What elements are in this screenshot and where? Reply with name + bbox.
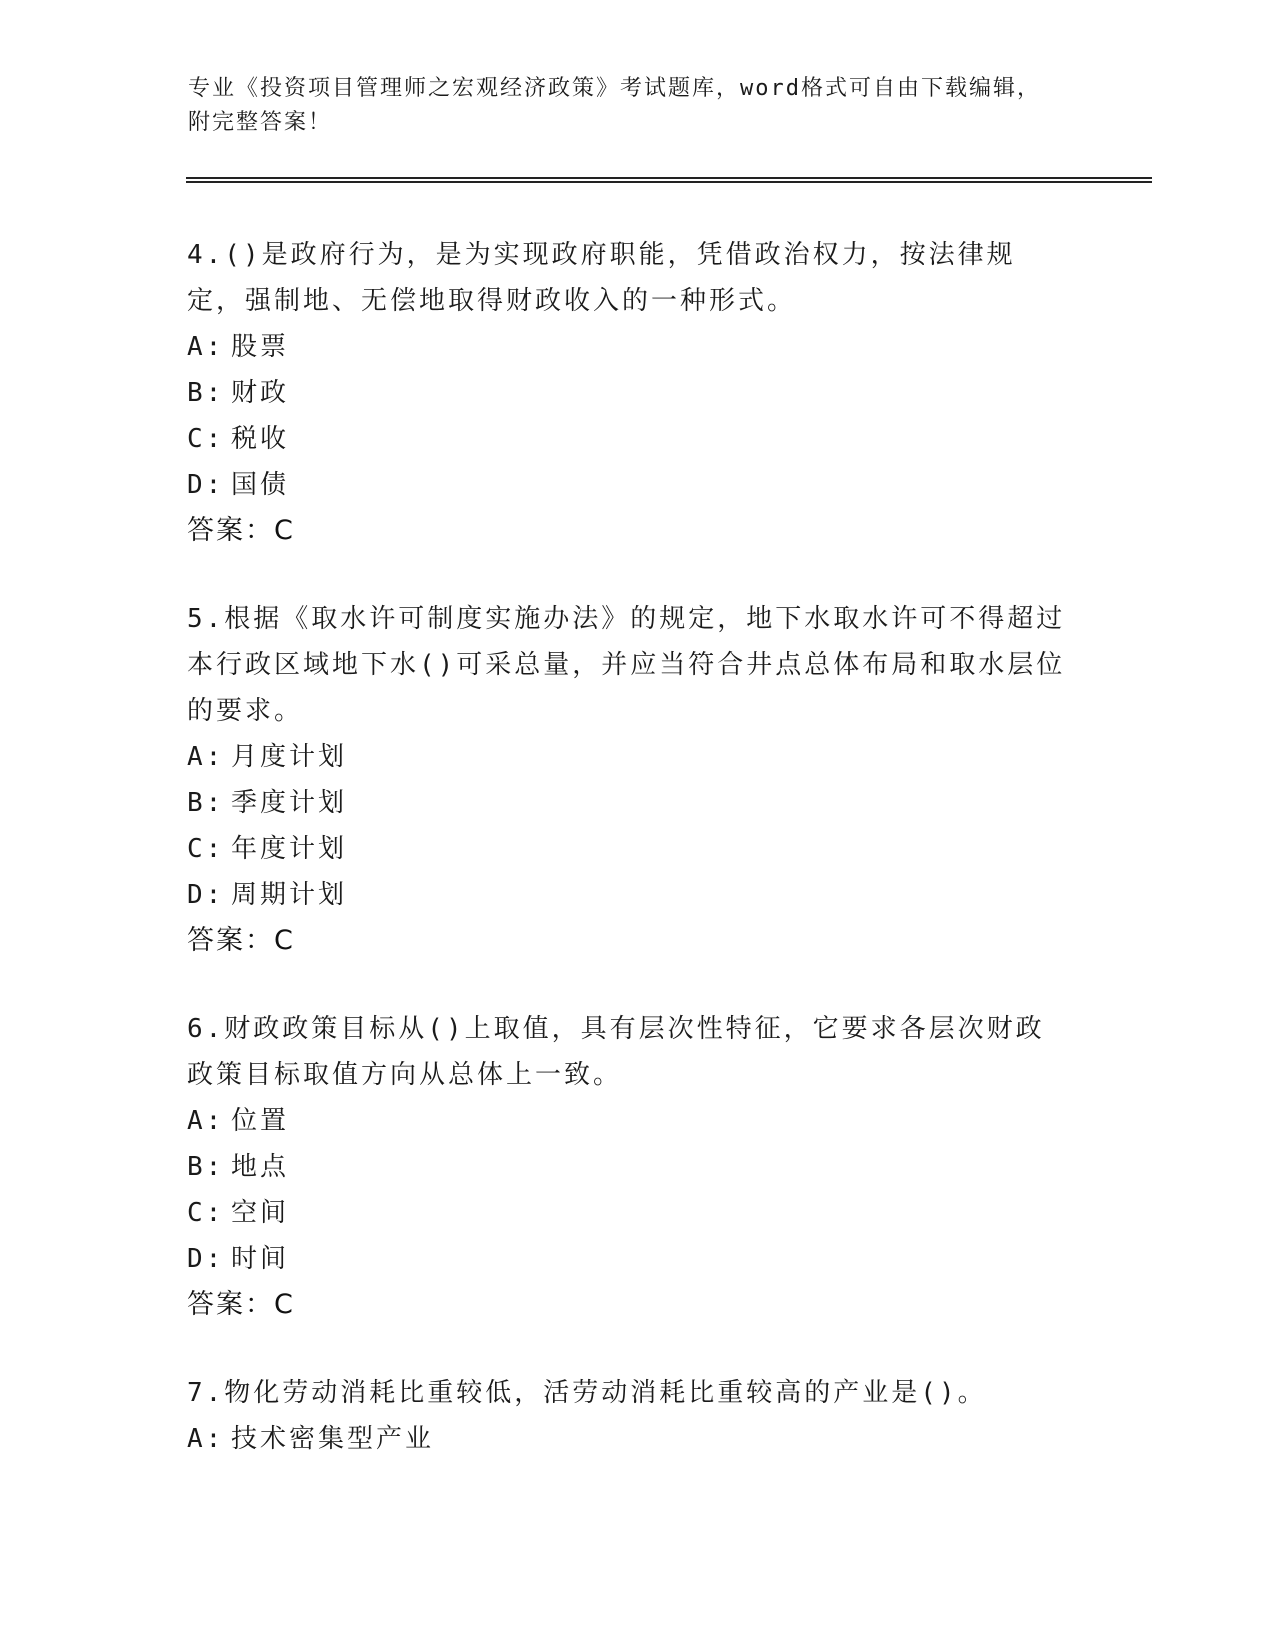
question-text: 7.物化劳动消耗比重较低，活劳动消耗比重较高的产业是()。 — [187, 1378, 987, 1408]
option-key: D: — [187, 880, 225, 910]
option-key: A: — [187, 332, 225, 362]
option-key: D: — [187, 1244, 225, 1274]
option-text: 月度计划 — [231, 742, 348, 772]
question-text: 4.()是政府行为，是为实现政府职能，凭借政治权力，按法律规定，强制地、无偿地取得财政收入的一种形式。 — [187, 240, 1016, 316]
option-b — [187, 780, 1067, 826]
header-divider — [186, 177, 1152, 183]
option-text: 国债 — [231, 470, 290, 500]
option-text: 税收 — [231, 424, 290, 454]
document-header — [188, 72, 1068, 140]
option-a — [187, 734, 1067, 780]
option-text: 时间 — [231, 1244, 290, 1274]
option-key: C: — [187, 1198, 225, 1228]
question-text: 6.财政政策目标从()上取值，具有层次性特征，它要求各层次财政政策目标取值方向从总体上一致。 — [187, 1014, 1045, 1090]
option-key: B: — [187, 788, 225, 818]
question-5 — [187, 596, 1067, 964]
question-list — [187, 232, 1067, 1504]
option-text: 空间 — [231, 1198, 290, 1228]
question-text: 5.根据《取水许可制度实施办法》的规定，地下水取水许可不得超过本行政区域地下水()可采总量，并应当符合井点总体布局和取水层位的要求。 — [187, 604, 1066, 726]
question-7 — [187, 1370, 1067, 1462]
option-key: A: — [187, 742, 225, 772]
option-text: 季度计划 — [231, 788, 348, 818]
option-text: 位置 — [231, 1106, 290, 1136]
question-6 — [187, 1006, 1067, 1328]
option-key: A: — [187, 1424, 225, 1454]
option-c — [187, 416, 1067, 462]
option-d — [187, 462, 1067, 508]
option-b — [187, 370, 1067, 416]
header-line-2: 附完整答案！ — [188, 110, 333, 135]
option-key: D: — [187, 470, 225, 500]
option-text: 技术密集型产业 — [231, 1424, 435, 1454]
question-4 — [187, 232, 1067, 554]
answer-line: 答案：C — [187, 515, 295, 546]
answer-line: 答案：C — [187, 1289, 295, 1320]
option-key: B: — [187, 1152, 225, 1182]
option-key: C: — [187, 424, 225, 454]
option-a — [187, 1098, 1067, 1144]
option-d — [187, 872, 1067, 918]
option-key: C: — [187, 834, 225, 864]
option-text: 年度计划 — [231, 834, 348, 864]
option-text: 地点 — [231, 1152, 290, 1182]
option-text: 股票 — [231, 332, 290, 362]
option-text: 周期计划 — [231, 880, 348, 910]
option-a — [187, 324, 1067, 370]
option-d — [187, 1236, 1067, 1282]
option-text: 财政 — [231, 378, 290, 408]
option-b — [187, 1144, 1067, 1190]
option-key: A: — [187, 1106, 225, 1136]
option-c — [187, 1190, 1067, 1236]
header-line-1: 专业《投资项目管理师之宏观经济政策》考试题库，word格式可自由下载编辑， — [188, 76, 1041, 101]
option-c — [187, 826, 1067, 872]
answer-line: 答案：C — [187, 925, 295, 956]
option-a — [187, 1416, 1067, 1462]
option-key: B: — [187, 378, 225, 408]
